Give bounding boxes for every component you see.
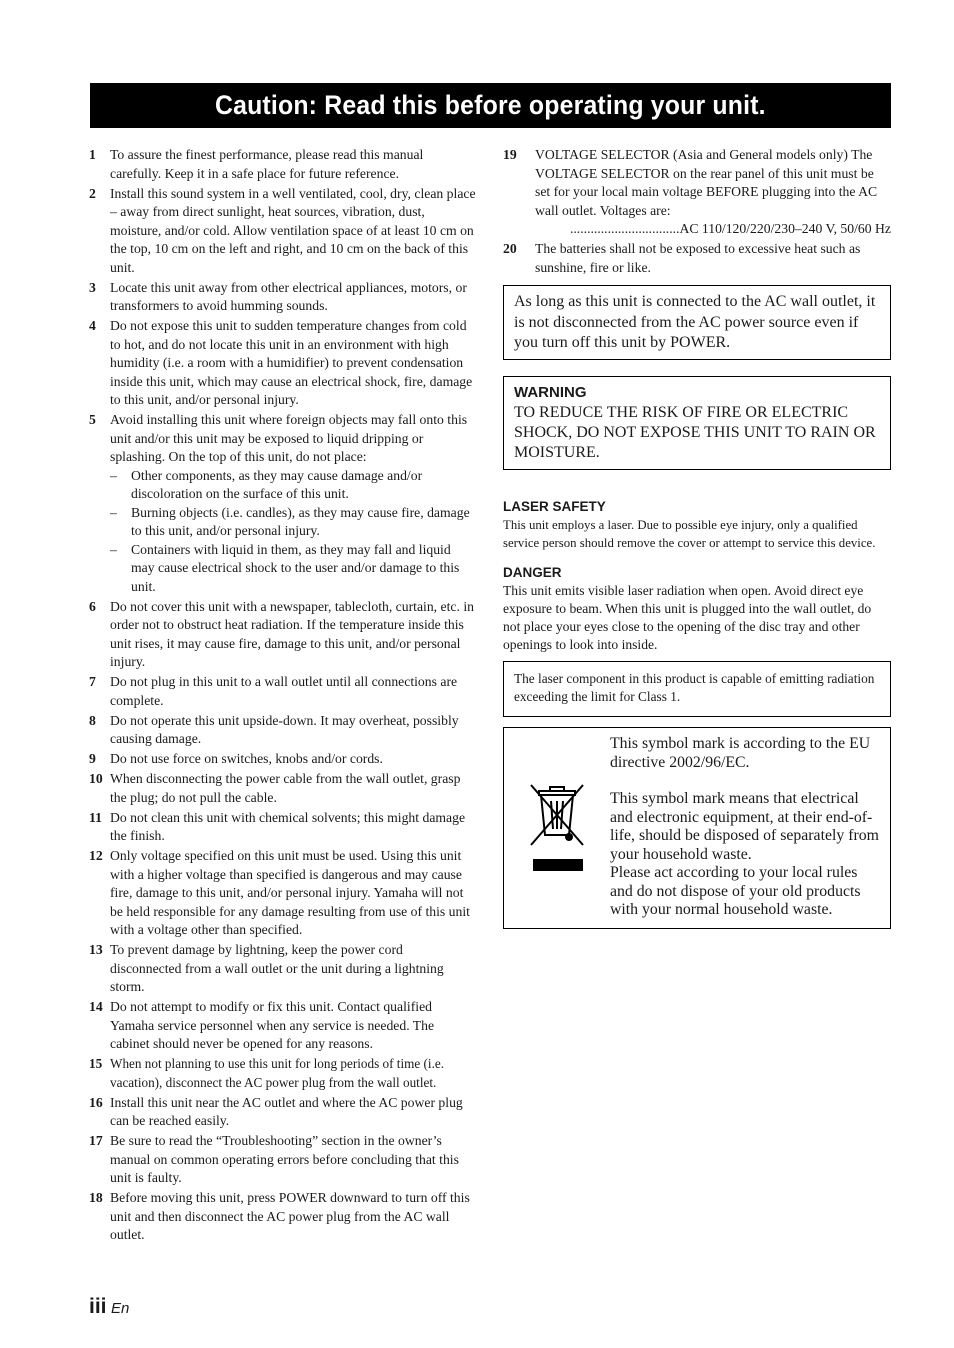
item-text: Only voltage specified on this unit must be used. Using this unit with a higher voltage than specified is dangerous and may cause fire, damage to this unit, and/or personal injury. Yamaha will not be held responsible for any damage resulting from use of this unit with a voltage other than specified. bbox=[110, 848, 470, 937]
sub-item bbox=[110, 467, 476, 504]
list-item bbox=[89, 146, 476, 183]
item-number: 1 bbox=[89, 147, 96, 162]
item-number: 13 bbox=[89, 942, 103, 957]
item-number: 20 bbox=[503, 241, 517, 256]
title-bar bbox=[90, 83, 891, 128]
item-text: Do not operate this unit upside-down. It may overheat, possibly causing damage. bbox=[110, 712, 459, 746]
list-item bbox=[89, 998, 476, 1054]
warning-text: TO REDUCE THE RISK OF FIRE OR ELECTRIC SHOCK, DO NOT EXPOSE THIS UNIT TO RAIN OR MOISTURE. bbox=[514, 404, 876, 461]
item-number: 19 bbox=[503, 147, 517, 162]
list-item bbox=[89, 279, 476, 316]
item-text: When not planning to use this unit for long periods of time (i.e. vacation), disconnect the AC power plug from the wall outlet. bbox=[110, 1056, 445, 1090]
list-item bbox=[89, 750, 476, 769]
laser-safety-heading: LASER SAFETY bbox=[503, 499, 606, 514]
dash-marker: – bbox=[110, 467, 117, 483]
weee-text bbox=[610, 735, 880, 920]
item-number: 9 bbox=[89, 751, 96, 766]
list-item bbox=[89, 598, 476, 672]
item-number: 8 bbox=[89, 712, 96, 728]
item-number: 18 bbox=[89, 1190, 103, 1205]
dash-marker: – bbox=[110, 504, 117, 520]
item-text: Before moving this unit, press POWER downward to turn off this unit and then disconnect the AC power plug from the AC wall outlet. bbox=[110, 1190, 470, 1242]
sub-item-text: Other components, as they may cause damage and/or discoloration on the surface of this unit. bbox=[131, 467, 423, 501]
list-item bbox=[89, 941, 476, 997]
warning-heading: WARNING bbox=[514, 384, 587, 401]
item-number: 3 bbox=[89, 279, 96, 295]
dash-marker: – bbox=[110, 541, 117, 557]
item-text: To assure the finest performance, please read this manual carefully. Keep it in a safe place for future reference. bbox=[110, 147, 424, 181]
list-item bbox=[89, 673, 476, 710]
sub-item bbox=[110, 541, 476, 597]
sub-item-text: Burning objects (i.e. candles), as they may cause fire, damage to this unit, and/or personal injury. bbox=[131, 504, 470, 538]
item-number: 5 bbox=[89, 412, 96, 427]
item-number: 17 bbox=[89, 1133, 103, 1148]
item-text: Install this sound system in a well ventilated, cool, dry, clean place – away from direct sunlight, heat sources, vibration, dust, moisture, and/or cold. Allow ventilation space of at least 10 cm on the top, 10 cm on the left and right, and 10 cm on the back of this unit. bbox=[110, 185, 476, 275]
item-text: Install this unit near the AC outlet and where the AC power plug can be reached easily. bbox=[110, 1094, 463, 1128]
list-item bbox=[89, 1132, 476, 1188]
language-code: En bbox=[110, 1300, 130, 1317]
crossed-out-wheelie-bin-icon bbox=[504, 735, 610, 920]
item-text: VOLTAGE SELECTOR (Asia and General models only) The VOLTAGE SELECTOR on the rear panel of this unit must be set for your local main voltage BEFORE plugging into the AC wall outlet. Voltages are: bbox=[535, 147, 878, 218]
list-item bbox=[89, 1055, 476, 1092]
item-number: 15 bbox=[89, 1056, 103, 1071]
danger-heading: DANGER bbox=[503, 565, 562, 580]
sub-item-text: Containers with liquid in them, as they may fall and liquid may cause electrical shock to the user and/or damage to this unit. bbox=[131, 541, 460, 594]
item-number: 11 bbox=[89, 809, 102, 825]
weee-paragraph: This symbol mark is according to the EU directive 2002/96/EC. bbox=[610, 735, 871, 771]
item-text: Do not cover this unit with a newspaper, tablecloth, curtain, etc. in order not to obstruct heat radiation. If the temperature inside this unit rises, it may cause fire, damage to this unit, and/or personal injury. bbox=[110, 598, 474, 669]
item-text-block bbox=[535, 146, 891, 239]
list-item bbox=[89, 809, 476, 846]
weee-paragraph: This symbol mark means that electrical and electronic equipment, at their end-of-life, should be disposed of separately from your household waste. bbox=[610, 790, 879, 863]
warning-box bbox=[503, 376, 891, 470]
item-text: Do not clean this unit with chemical solvents; this might damage the finish. bbox=[110, 809, 466, 843]
laser-safety-text: This unit employs a laser. Due to possible eye injury, only a qualified service person should remove the cover or attempt to service this device. bbox=[503, 518, 876, 550]
right-column bbox=[503, 146, 891, 929]
sub-item bbox=[110, 504, 476, 541]
item-number: 2 bbox=[89, 185, 96, 201]
list-item bbox=[503, 240, 891, 277]
item-text: The batteries shall not be exposed to excessive heat such as sunshine, fire or like. bbox=[535, 241, 861, 275]
item-text: To prevent damage by lightning, keep the power cord disconnected from a wall outlet or the unit during a lightning storm. bbox=[110, 942, 444, 994]
weee-box bbox=[503, 727, 891, 929]
left-column bbox=[89, 146, 476, 1246]
item-text: Avoid installing this unit where foreign objects may fall onto this unit and/or this unit may be exposed to liquid dripping or splashing. On the top of this unit, do not place: bbox=[110, 412, 468, 464]
list-item bbox=[89, 185, 476, 278]
page-number: iii bbox=[89, 1295, 107, 1318]
list-item bbox=[89, 411, 476, 596]
item-text: Locate this unit away from other electrical appliances, motors, or transformers to avoid humming sounds. bbox=[110, 279, 467, 313]
danger-text: This unit emits visible laser radiation when open. Avoid direct eye exposure to beam. When this unit is plugged into the wall outlet, do not place your eyes close to the opening of the disc tray and other openings to look into inside. bbox=[503, 583, 872, 652]
voltage-values: ................................AC 110/120/220/230–240 V, 50/60 Hz bbox=[569, 221, 891, 236]
list-item bbox=[89, 317, 476, 410]
item-text: Be sure to read the “Troubleshooting” section in the owner’s manual on common operating errors before concluding that this unit is faulty. bbox=[110, 1133, 459, 1185]
item-number: 12 bbox=[89, 848, 103, 863]
item-text: Do not attempt to modify or fix this unit. Contact qualified Yamaha service personnel when any service is needed. The cabinet should never be opened for any reasons. bbox=[110, 999, 435, 1051]
item-number: 7 bbox=[89, 674, 96, 689]
item-number: 6 bbox=[89, 598, 96, 614]
page-footer bbox=[89, 1295, 129, 1319]
item-number: 16 bbox=[89, 1094, 103, 1110]
list-item bbox=[503, 146, 891, 239]
item-number: 10 bbox=[89, 771, 103, 786]
item-text: Do not use force on switches, knobs and/or cords. bbox=[110, 751, 383, 766]
list-item bbox=[89, 770, 476, 807]
list-item bbox=[89, 1189, 476, 1245]
item-number: 14 bbox=[89, 999, 103, 1014]
list-item bbox=[89, 712, 476, 749]
list-item bbox=[89, 1094, 476, 1131]
item-text-block bbox=[110, 411, 476, 596]
list-item bbox=[89, 847, 476, 940]
item-text: When disconnecting the power cable from the wall outlet, grasp the plug; do not pull the cable. bbox=[110, 771, 461, 805]
weee-paragraph: Please act according to your local rules and do not dispose of your old products with your normal household waste. bbox=[610, 864, 861, 918]
item-text: Do not expose this unit to sudden temperature changes from cold to hot, and do not locate this unit in an environment with high humidity (i.e. a room with a humidifier) to prevent condensation inside this unit, which may cause an electrical shock, fire, damage to this unit, and/or personal injury. bbox=[110, 318, 473, 407]
power-notice-box: As long as this unit is connected to the AC wall outlet, it is not disconnected from the AC power source even if you turn off this unit by POWER. bbox=[503, 285, 891, 360]
item-text: Do not plug in this unit to a wall outlet until all connections are complete. bbox=[110, 674, 458, 708]
page-title: Caution: Read this before operating your unit. bbox=[215, 90, 766, 120]
item-number: 4 bbox=[89, 318, 96, 333]
laser-class-box: The laser component in this product is capable of emitting radiation exceeding the limit for Class 1. bbox=[503, 661, 891, 717]
